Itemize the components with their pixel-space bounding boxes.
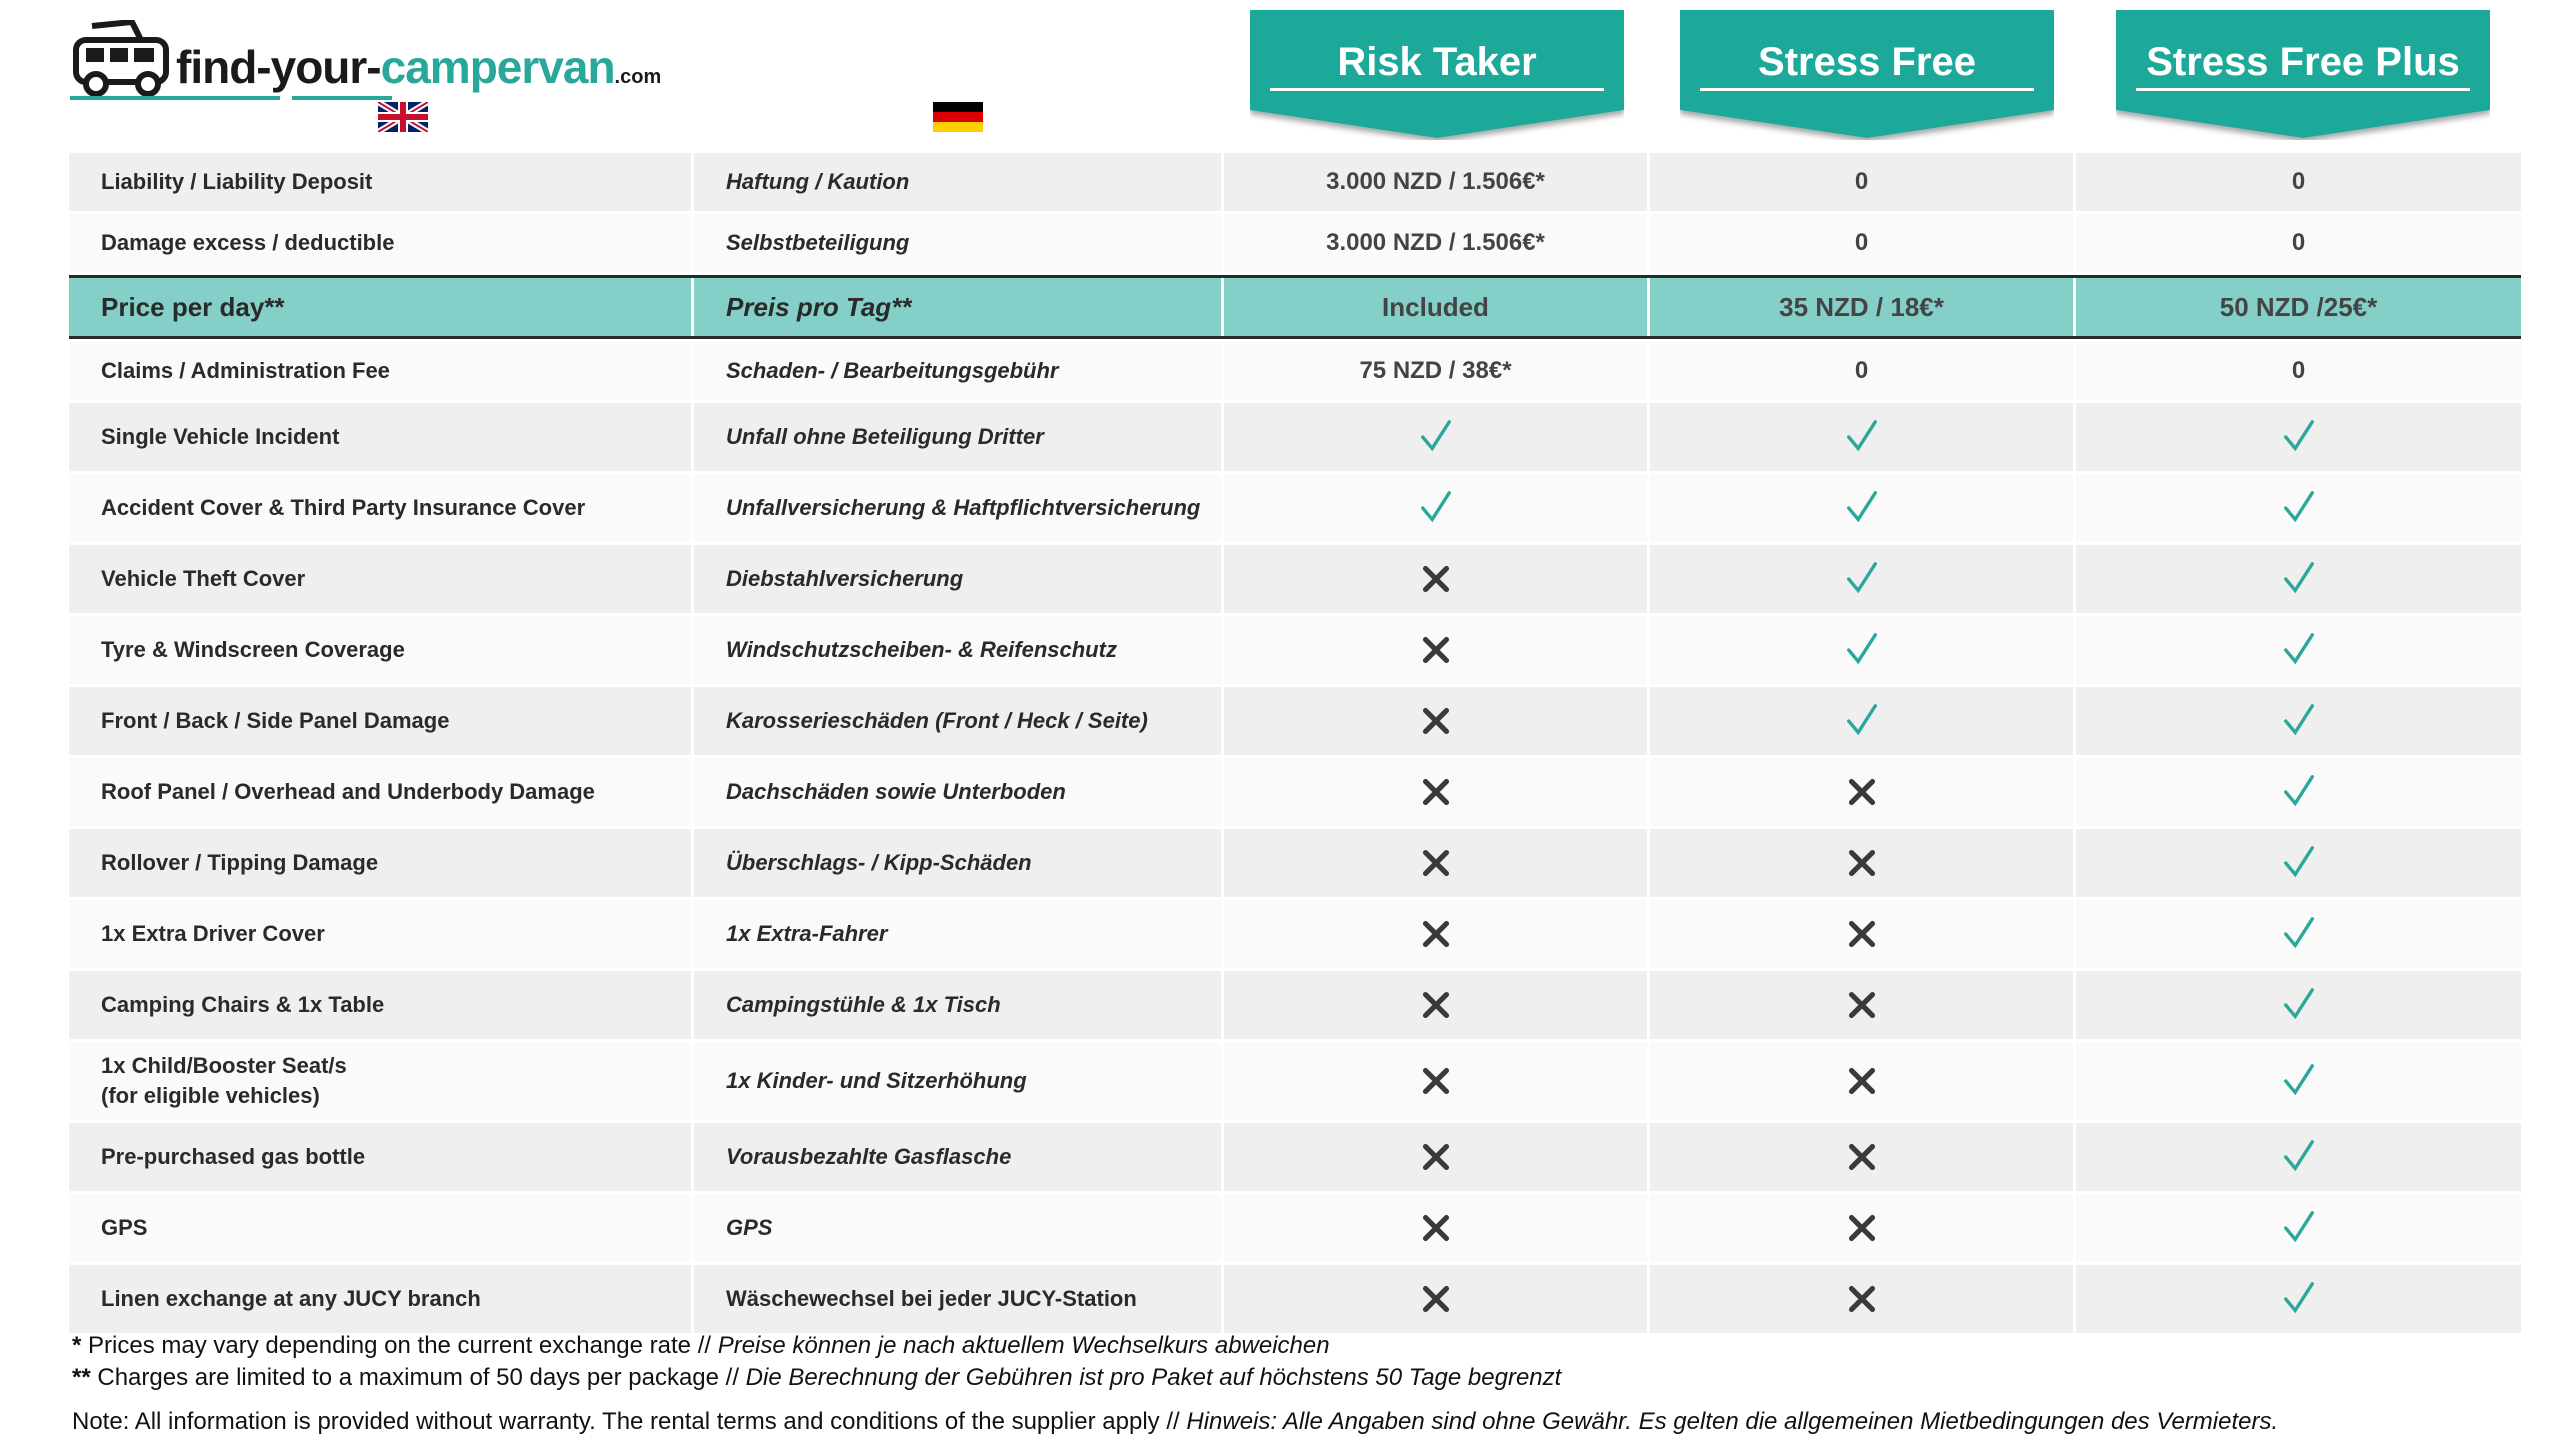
feature-name-de xyxy=(694,403,1224,471)
cross-icon xyxy=(1843,915,1881,953)
feature-label-en: Vehicle Theft Cover xyxy=(101,566,306,591)
cross-icon xyxy=(1417,1062,1455,1100)
check-icon xyxy=(2280,773,2318,811)
plan-value-stress-free-plus xyxy=(2076,403,2521,471)
cross-icon xyxy=(1843,986,1881,1024)
feature-label-en: Damage excess / deductible xyxy=(101,230,395,255)
feature-label-en: 1x Child/Booster Seat/s xyxy=(101,1053,347,1078)
plan-value-risk-taker xyxy=(1224,342,1650,400)
plan-value-stress-free-plus xyxy=(2076,153,2521,211)
campervan-icon xyxy=(70,20,172,100)
feature-label-de: Karosserieschäden (Front / Heck / Seite) xyxy=(726,708,1148,733)
check-icon xyxy=(1417,489,1455,527)
feature-label-de: Haftung / Kaution xyxy=(726,169,910,194)
site-logo[interactable] xyxy=(70,14,661,100)
plan-value-stress-free xyxy=(1650,758,2076,826)
feature-name-en xyxy=(69,342,694,400)
plan-header-risk-taker xyxy=(1250,10,1624,140)
plan-value-text: 0 xyxy=(2291,229,2306,256)
plan-value-risk-taker xyxy=(1224,545,1650,613)
plan-value-text: 3.000 NZD / 1.506€* xyxy=(1326,229,1545,256)
feature-name-en xyxy=(69,829,694,897)
check-icon xyxy=(2280,915,2318,953)
table-row xyxy=(69,342,2521,400)
plan-value-risk-taker xyxy=(1224,971,1650,1039)
feature-label-en: Front / Back / Side Panel Damage xyxy=(101,708,450,733)
plan-value-stress-free-plus xyxy=(2076,971,2521,1039)
feature-name-de xyxy=(694,342,1224,400)
plan-value-stress-free xyxy=(1650,403,2076,471)
logo-underline xyxy=(70,96,280,100)
check-icon xyxy=(2280,1280,2318,1318)
disclaimer-note xyxy=(72,1408,2278,1436)
footnote-marker: * xyxy=(72,1332,82,1359)
check-icon xyxy=(1843,702,1881,740)
plan-value-stress-free xyxy=(1650,342,2076,400)
table-row xyxy=(69,1265,2521,1333)
plan-value-stress-free-plus xyxy=(2076,687,2521,755)
plan-value-risk-taker xyxy=(1224,687,1650,755)
feature-label-en: Single Vehicle Incident xyxy=(101,424,340,449)
plan-value-stress-free xyxy=(1650,474,2076,542)
feature-label-en: Linen exchange at any JUCY branch xyxy=(101,1286,481,1311)
plan-value-stress-free-plus xyxy=(2076,758,2521,826)
cross-icon xyxy=(1417,773,1455,811)
plan-value-text: 0 xyxy=(1854,229,1869,256)
feature-name-de xyxy=(694,829,1224,897)
plan-value-stress-free xyxy=(1650,278,2076,336)
cross-icon xyxy=(1417,986,1455,1024)
cross-icon xyxy=(1843,844,1881,882)
logo-text xyxy=(176,40,661,94)
feature-name-en xyxy=(69,278,694,336)
plan-value-stress-free xyxy=(1650,545,2076,613)
feature-name-de xyxy=(694,1042,1224,1120)
cross-icon xyxy=(1417,560,1455,598)
feature-label-de: Unfallversicherung & Haftpflichtversicherung xyxy=(726,495,1201,520)
feature-label-en: Price per day** xyxy=(101,292,285,322)
feature-label-de: Wäschewechsel bei jeder JUCY-Station xyxy=(726,1286,1137,1311)
table-row xyxy=(69,403,2521,471)
plan-underline xyxy=(1270,88,1604,91)
feature-name-de xyxy=(694,900,1224,968)
plan-value-stress-free-plus xyxy=(2076,900,2521,968)
feature-label-en: GPS xyxy=(101,1215,148,1240)
plan-value-risk-taker xyxy=(1224,758,1650,826)
feature-name-en xyxy=(69,758,694,826)
feature-name-de xyxy=(694,758,1224,826)
cross-icon xyxy=(1843,1280,1881,1318)
cross-icon xyxy=(1417,631,1455,669)
footnote-exchange-rate xyxy=(72,1330,1561,1362)
table-row xyxy=(69,214,2521,272)
feature-label-en: Accident Cover & Third Party Insurance Cover xyxy=(101,495,586,520)
check-icon xyxy=(2280,844,2318,882)
table-row xyxy=(69,971,2521,1039)
feature-name-de xyxy=(694,1265,1224,1333)
plan-value-stress-free-plus xyxy=(2076,545,2521,613)
plan-underline xyxy=(1700,88,2034,91)
logo-underline xyxy=(292,96,392,100)
plan-value-stress-free xyxy=(1650,971,2076,1039)
plan-value-text: Included xyxy=(1382,291,1489,322)
plan-value-stress-free-plus xyxy=(2076,1123,2521,1191)
plan-value-text: 0 xyxy=(1854,168,1869,195)
plan-value-stress-free xyxy=(1650,153,2076,211)
plan-value-risk-taker xyxy=(1224,1194,1650,1262)
feature-label-de: GPS xyxy=(726,1215,773,1240)
feature-label-de: Vorausbezahlte Gasflasche xyxy=(726,1144,1012,1169)
footnote-marker: ** xyxy=(72,1364,91,1391)
feature-name-de xyxy=(694,616,1224,684)
feature-name-en xyxy=(69,153,694,211)
plan-value-risk-taker xyxy=(1224,474,1650,542)
cross-icon xyxy=(1843,773,1881,811)
check-icon xyxy=(2280,489,2318,527)
cross-icon xyxy=(1417,702,1455,740)
plan-value-stress-free xyxy=(1650,829,2076,897)
plan-name: Stress Free Plus xyxy=(2146,40,2460,84)
feature-name-en xyxy=(69,616,694,684)
table-row xyxy=(69,900,2521,968)
feature-label-de: 1x Kinder- und Sitzerhöhung xyxy=(726,1068,1027,1093)
plan-underline xyxy=(2136,88,2470,91)
feature-name-de xyxy=(694,971,1224,1039)
plan-value-text: 0 xyxy=(2291,357,2306,384)
table-row xyxy=(69,474,2521,542)
feature-label-en: Rollover / Tipping Damage xyxy=(101,850,379,875)
check-icon xyxy=(2280,1138,2318,1176)
table-row xyxy=(69,545,2521,613)
plan-header-stress-free-plus xyxy=(2116,10,2490,140)
insurance-comparison-table xyxy=(69,153,2521,1333)
plan-value-stress-free-plus xyxy=(2076,474,2521,542)
plan-value-stress-free-plus xyxy=(2076,1194,2521,1262)
plan-value-risk-taker xyxy=(1224,616,1650,684)
feature-name-en xyxy=(69,900,694,968)
table-row xyxy=(69,153,2521,211)
price-row xyxy=(69,275,2521,339)
feature-label-de: Selbstbeteiligung xyxy=(726,230,910,255)
table-row xyxy=(69,1123,2521,1191)
disclaimer-text-de: Hinweis: Alle Angaben sind ohne Gewähr. Es gelten die allgemeinen Mietbedingungen des Vermieters. xyxy=(1186,1408,2279,1435)
table-row xyxy=(69,758,2521,826)
plan-value-stress-free-plus xyxy=(2076,1265,2521,1333)
plan-value-text: 0 xyxy=(2291,168,2306,195)
feature-label-de: Diebstahlversicherung xyxy=(726,566,964,591)
plan-value-risk-taker xyxy=(1224,1265,1650,1333)
feature-label-en: Claims / Administration Fee xyxy=(101,358,390,383)
feature-name-en xyxy=(69,1265,694,1333)
feature-name-en xyxy=(69,687,694,755)
feature-label-de: 1x Extra-Fahrer xyxy=(726,921,888,946)
check-icon xyxy=(1417,418,1455,456)
footnote-text-de: Die Berechnung der Gebühren ist pro Paket auf höchstens 50 Tage begrenzt xyxy=(745,1364,1562,1391)
table-row xyxy=(69,1042,2521,1120)
feature-label-de: Preis pro Tag** xyxy=(726,291,912,322)
feature-name-en xyxy=(69,545,694,613)
feature-label-de: Dachschäden sowie Unterboden xyxy=(726,779,1066,804)
cross-icon xyxy=(1417,1138,1455,1176)
plan-value-stress-free xyxy=(1650,900,2076,968)
check-icon xyxy=(2280,418,2318,456)
cross-icon xyxy=(1417,1280,1455,1318)
plan-value-text: 3.000 NZD / 1.506€* xyxy=(1326,168,1545,195)
plan-value-text: 75 NZD / 38€* xyxy=(1359,357,1512,384)
feature-label-en: Tyre & Windscreen Coverage xyxy=(101,637,405,662)
footnote-text-en: Charges are limited to a maximum of 50 days per package // xyxy=(97,1364,739,1391)
check-icon xyxy=(2280,986,2318,1024)
feature-sublabel-en: (for eligible vehicles) xyxy=(101,1083,320,1108)
germany-flag-icon xyxy=(933,102,983,132)
feature-label-de: Campingstühle & 1x Tisch xyxy=(726,992,1001,1017)
logo-text-suffix: .com xyxy=(614,66,662,88)
check-icon xyxy=(2280,702,2318,740)
feature-name-de xyxy=(694,153,1224,211)
plan-header-stress-free xyxy=(1680,10,2054,140)
plan-value-stress-free xyxy=(1650,687,2076,755)
feature-label-de: Unfall ohne Beteiligung Dritter xyxy=(726,424,1044,449)
plan-value-risk-taker xyxy=(1224,1042,1650,1120)
feature-label-de: Überschlags- / Kipp-Schäden xyxy=(726,850,1032,875)
check-icon xyxy=(2280,1209,2318,1247)
feature-name-de xyxy=(694,1194,1224,1262)
footnote-text-en: Prices may vary depending on the current exchange rate // xyxy=(88,1332,712,1359)
feature-name-de xyxy=(694,1123,1224,1191)
plan-value-stress-free xyxy=(1650,1042,2076,1120)
check-icon xyxy=(1843,489,1881,527)
plan-value-stress-free-plus xyxy=(2076,829,2521,897)
footnote-text-de: Preise können je nach aktuellem Wechselkurs abweichen xyxy=(717,1332,1330,1359)
uk-flag-icon xyxy=(378,102,428,132)
plan-value-text: 0 xyxy=(1854,357,1869,384)
plan-value-stress-free-plus xyxy=(2076,214,2521,272)
plan-value-risk-taker xyxy=(1224,1123,1650,1191)
plan-value-text: 50 NZD /25€* xyxy=(2219,291,2378,322)
plan-name: Stress Free xyxy=(1758,40,1976,84)
feature-label-de: Windschutzscheiben- & Reifenschutz xyxy=(726,637,1117,662)
check-icon xyxy=(1843,631,1881,669)
plan-value-risk-taker xyxy=(1224,403,1650,471)
plan-value-stress-free-plus xyxy=(2076,278,2521,336)
feature-name-de xyxy=(694,687,1224,755)
logo-text-accent: campervan xyxy=(380,41,615,93)
footnotes xyxy=(72,1330,1561,1394)
feature-name-en xyxy=(69,1042,694,1120)
cross-icon xyxy=(1417,1209,1455,1247)
plan-value-stress-free xyxy=(1650,1194,2076,1262)
check-icon xyxy=(1843,418,1881,456)
logo-text-main: find-your- xyxy=(176,41,381,93)
plan-value-stress-free-plus xyxy=(2076,1042,2521,1120)
feature-label-de: Schaden- / Bearbeitungsgebühr xyxy=(726,358,1059,383)
feature-label-en: 1x Extra Driver Cover xyxy=(101,921,325,946)
feature-name-de xyxy=(694,214,1224,272)
plan-value-stress-free xyxy=(1650,616,2076,684)
disclaimer-text-en: Note: All information is provided without warranty. The rental terms and conditions of the supplier apply // xyxy=(72,1408,1180,1435)
feature-name-en xyxy=(69,971,694,1039)
plan-value-stress-free-plus xyxy=(2076,616,2521,684)
check-icon xyxy=(2280,631,2318,669)
cross-icon xyxy=(1843,1138,1881,1176)
plan-value-risk-taker xyxy=(1224,153,1650,211)
footnote-day-limit xyxy=(72,1362,1561,1394)
feature-name-en xyxy=(69,403,694,471)
feature-label-en: Camping Chairs & 1x Table xyxy=(101,992,385,1017)
plan-value-stress-free-plus xyxy=(2076,342,2521,400)
check-icon xyxy=(2280,560,2318,598)
table-row xyxy=(69,687,2521,755)
cross-icon xyxy=(1417,915,1455,953)
feature-label-en: Liability / Liability Deposit xyxy=(101,169,373,194)
check-icon xyxy=(2280,1062,2318,1100)
feature-name-de xyxy=(694,474,1224,542)
plan-value-risk-taker xyxy=(1224,900,1650,968)
plan-value-stress-free xyxy=(1650,214,2076,272)
feature-name-de xyxy=(694,278,1224,336)
cross-icon xyxy=(1843,1062,1881,1100)
feature-name-en xyxy=(69,1194,694,1262)
plan-name: Risk Taker xyxy=(1337,40,1537,84)
table-row xyxy=(69,616,2521,684)
plan-value-stress-free xyxy=(1650,1123,2076,1191)
plan-value-text: 35 NZD / 18€* xyxy=(1779,291,1944,322)
feature-name-en xyxy=(69,1123,694,1191)
plan-value-risk-taker xyxy=(1224,214,1650,272)
feature-label-en: Pre-purchased gas bottle xyxy=(101,1144,366,1169)
cross-icon xyxy=(1843,1209,1881,1247)
check-icon xyxy=(1843,560,1881,598)
feature-label-en: Roof Panel / Overhead and Underbody Damage xyxy=(101,779,595,804)
plan-value-stress-free xyxy=(1650,1265,2076,1333)
cross-icon xyxy=(1417,844,1455,882)
table-row xyxy=(69,1194,2521,1262)
feature-name-de xyxy=(694,545,1224,613)
table-row xyxy=(69,829,2521,897)
feature-name-en xyxy=(69,474,694,542)
plan-value-risk-taker xyxy=(1224,278,1650,336)
plan-value-risk-taker xyxy=(1224,829,1650,897)
feature-name-en xyxy=(69,214,694,272)
